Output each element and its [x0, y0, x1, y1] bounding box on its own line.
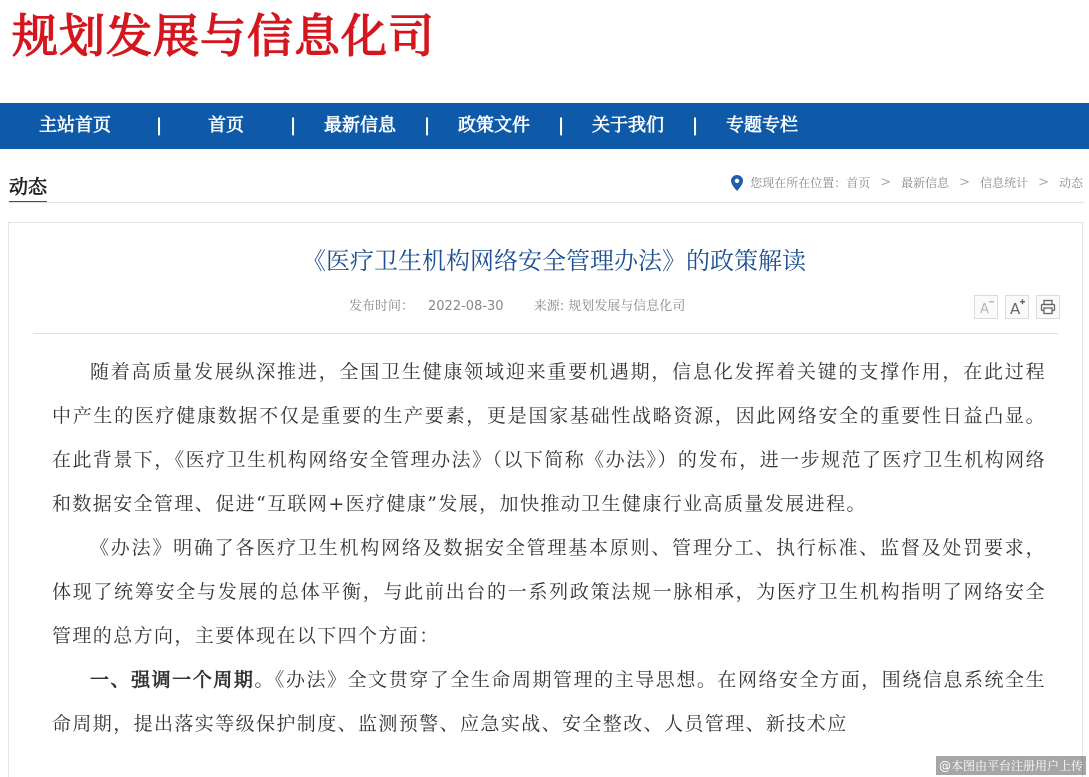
breadcrumb-separator: >: [1038, 175, 1049, 190]
watermark: @本图由平台注册用户上传: [936, 756, 1086, 775]
paragraph: 随着高质量发展纵深推进，全国卫生健康领域迎来重要机遇期，信息化发挥着关键的支撑作用，在此过程中产生的医疗健康数据不仅是重要的生产要素，更是国家基础性战略资源，因此网络安全的重要性日益凸显。在此背景下，《医疗卫生机构网络安全管理办法》（以下简称《办法》）的发布，进一步规范了医疗卫生机构网络和数据安全管理、促进“互联网+医疗健康”发展，加快推动卫生健康行业高质量发展进程。: [52, 361, 1046, 515]
breadcrumb: [731, 174, 1083, 192]
section-tag: 动态: [9, 174, 47, 203]
breadcrumb-item-latest-info[interactable]: 最新信息: [901, 176, 950, 190]
print-button[interactable]: [1036, 295, 1060, 319]
article-meta: [349, 295, 699, 314]
paragraph: 《办法》明确了各医疗卫生机构网络及数据安全管理基本原则、管理分工、执行标准、监督及处罚要求，体现了统筹安全与发展的总体平衡，与此前出台的一系列政策法规一脉相承，为医疗卫生机构指明了网络安全管理的总方向，主要体现在以下四个方面：: [52, 537, 1046, 647]
nav-separator: |: [289, 115, 297, 136]
svg-text:A: A: [1010, 300, 1021, 316]
breadcrumb-separator: >: [959, 175, 971, 190]
breadcrumb-row: [0, 164, 1089, 204]
point-text: 。《办法》全文贯穿了全生命周期管理的主导思想。在网络安全方面，围绕信息系统全生命周期，提出落实等级保护制度、监测预警、应急实战、安全整改、人员管理、新技术应: [52, 669, 1047, 735]
site-header: [0, 0, 1089, 102]
divider: [33, 333, 1058, 334]
nav-item-policy-docs[interactable]: 政策文件: [458, 115, 530, 136]
nav-item-latest-info[interactable]: 最新信息: [324, 115, 396, 136]
site-title[interactable]: 规划发展与信息化司: [12, 9, 435, 63]
main-nav: [0, 103, 1089, 149]
nav-item-about-us[interactable]: 关于我们: [592, 115, 664, 136]
location-pin-icon: [731, 175, 743, 191]
font-larger-icon: [1008, 298, 1026, 316]
nav-separator: |: [557, 115, 565, 136]
font-smaller-icon: [977, 298, 995, 316]
source-name: 规划发展与信息化司: [568, 299, 686, 314]
article-title: 《医疗卫生机构网络安全管理办法》的政策解读: [302, 247, 806, 275]
breadcrumb-separator: >: [880, 175, 892, 190]
article-body: [52, 350, 1046, 746]
font-smaller-button[interactable]: [974, 295, 998, 319]
article: [8, 222, 1083, 777]
divider: [9, 202, 1084, 203]
breadcrumb-prefix: 您现在所在位置：: [750, 176, 847, 190]
paragraph: [52, 658, 1046, 746]
nav-separator: |: [423, 115, 431, 136]
breadcrumb-item-info-stats[interactable]: 信息统计: [980, 176, 1029, 190]
point-heading: 一、强调一个周期: [90, 669, 255, 691]
breadcrumb-item-home[interactable]: 首页: [846, 176, 871, 190]
nav-item-home[interactable]: 首页: [208, 115, 244, 136]
breadcrumb-item-news[interactable]: 动态: [1058, 176, 1083, 190]
nav-item-special-topics[interactable]: 专题专栏: [726, 115, 798, 136]
nav-separator: |: [691, 115, 699, 136]
svg-text:A: A: [980, 302, 989, 316]
nav-separator: |: [155, 115, 163, 136]
printer-icon: [1040, 299, 1056, 315]
font-larger-button[interactable]: [1005, 295, 1029, 319]
publish-date: 2022-08-30: [428, 299, 504, 314]
nav-item-main-home[interactable]: 主站首页: [39, 115, 111, 136]
publish-date-label: 发布时间：: [349, 299, 415, 314]
source-label: 来源:: [533, 299, 569, 314]
article-tools: [974, 295, 1060, 319]
